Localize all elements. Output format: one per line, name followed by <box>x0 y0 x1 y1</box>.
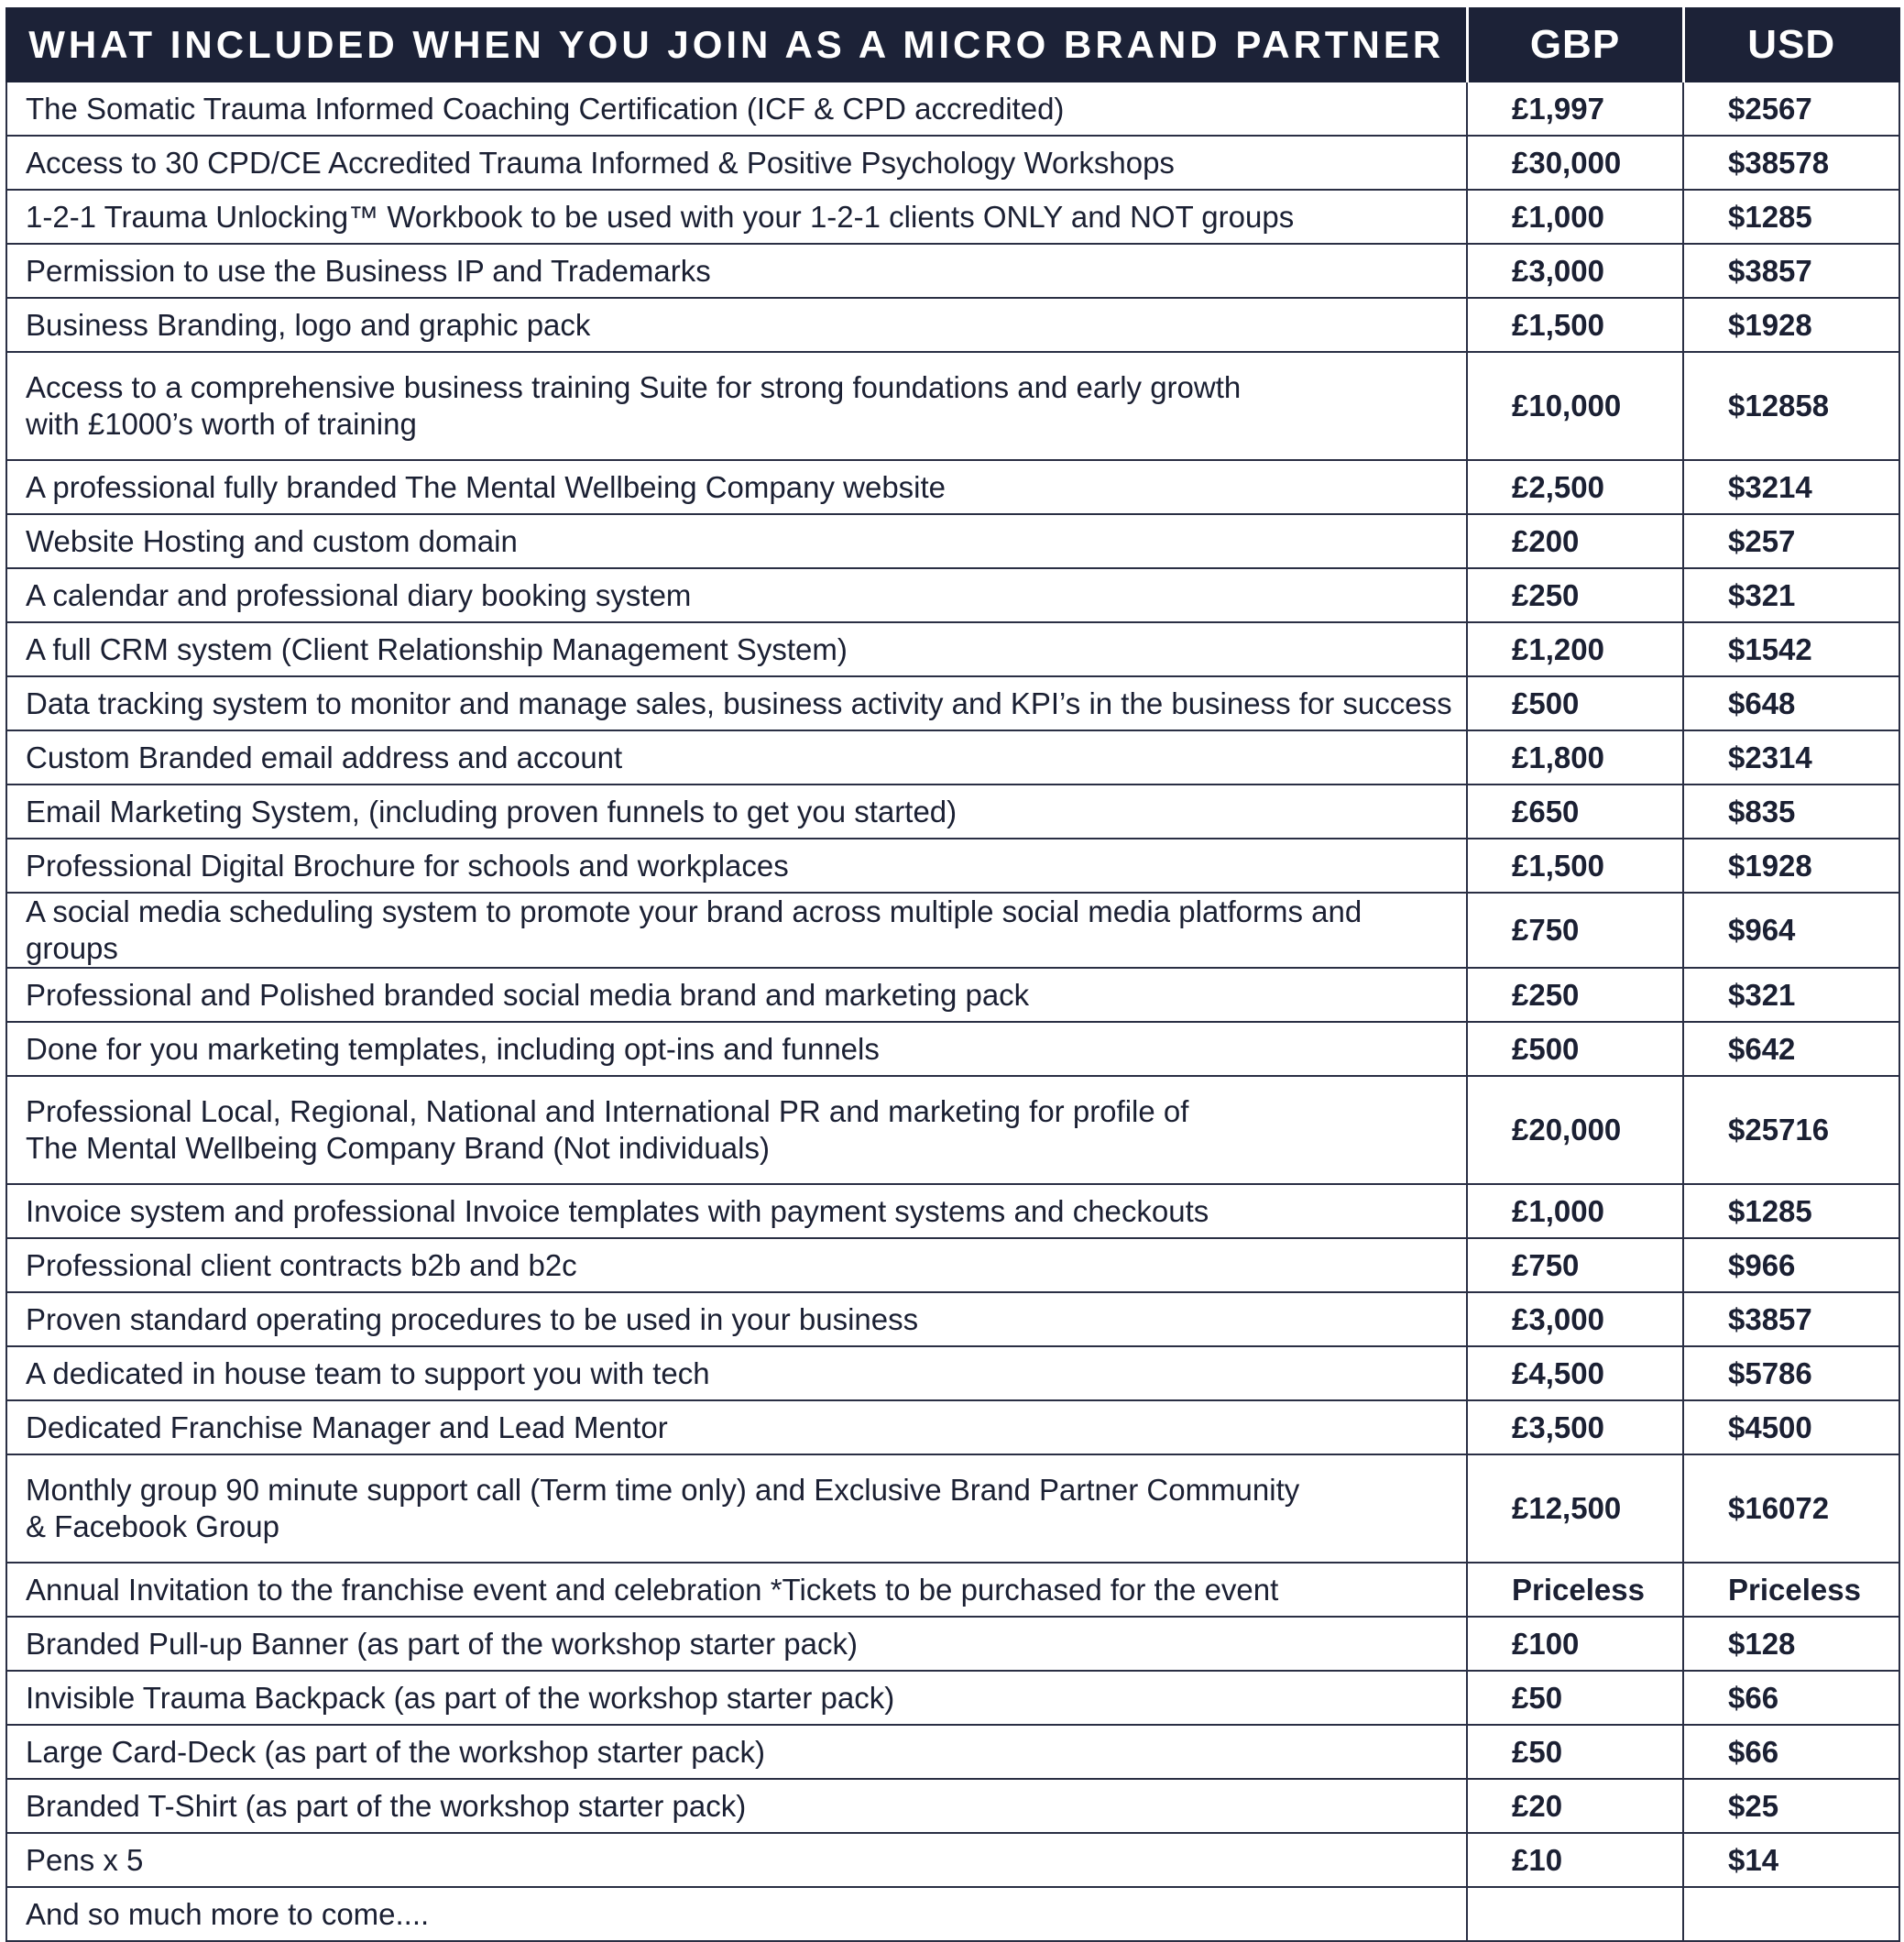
usd-column-header: USD <box>1683 8 1899 82</box>
pricing-table-container <box>5 7 1899 1931</box>
table-row <box>6 1022 1899 1076</box>
usd-price: $2567 <box>1683 82 1899 136</box>
table-row <box>6 968 1899 1022</box>
item-description: Large Card-Deck (as part of the workshop starter pack) <box>6 1725 1467 1779</box>
item-description: The Somatic Trauma Informed Coaching Certification (ICF & CPD accredited) <box>6 82 1467 136</box>
gbp-price: £20 <box>1467 1779 1683 1833</box>
table-row <box>6 1617 1899 1671</box>
gbp-price: £50 <box>1467 1671 1683 1725</box>
item-description: Invoice system and professional Invoice templates with payment systems and checkouts <box>6 1184 1467 1238</box>
gbp-price: £250 <box>1467 968 1683 1022</box>
gbp-column-header: GBP <box>1467 8 1683 82</box>
item-description: Professional Local, Regional, National and International PR and marketing for profile of The Mental Wellbeing Company Brand (Not individuals) <box>6 1076 1467 1184</box>
gbp-price: £1,500 <box>1467 839 1683 893</box>
usd-price: $25 <box>1683 1779 1899 1833</box>
item-description: Business Branding, logo and graphic pack <box>6 298 1467 352</box>
item-description: 1-2-1 Trauma Unlocking™ Workbook to be used with your 1-2-1 clients ONLY and NOT groups <box>6 190 1467 244</box>
item-description: Access to a comprehensive business training Suite for strong foundations and early growth with £1000’s worth of training <box>6 352 1467 460</box>
item-description: Branded Pull-up Banner (as part of the workshop starter pack) <box>6 1617 1467 1671</box>
table-row <box>6 568 1899 622</box>
gbp-price: £12,500 <box>1467 1454 1683 1563</box>
gbp-price: £1,000 <box>1467 1184 1683 1238</box>
usd-price: $964 <box>1683 893 1899 968</box>
item-description: Professional and Polished branded social media brand and marketing pack <box>6 968 1467 1022</box>
table-row <box>6 1725 1899 1779</box>
header-row <box>6 8 1899 82</box>
gbp-price: £500 <box>1467 1022 1683 1076</box>
item-description: Professional Digital Brochure for schools and workplaces <box>6 839 1467 893</box>
usd-price: $25716 <box>1683 1076 1899 1184</box>
gbp-price: £750 <box>1467 893 1683 968</box>
gbp-price: £20,000 <box>1467 1076 1683 1184</box>
item-description: Permission to use the Business IP and Trademarks <box>6 244 1467 298</box>
table-row <box>6 1779 1899 1833</box>
usd-price: $4500 <box>1683 1400 1899 1454</box>
table-title: WHAT INCLUDED WHEN YOU JOIN AS A MICRO BRAND PARTNER <box>6 8 1467 82</box>
usd-price: $128 <box>1683 1617 1899 1671</box>
gbp-price: £30,000 <box>1467 136 1683 190</box>
usd-price: $321 <box>1683 968 1899 1022</box>
item-description: Email Marketing System, (including proven funnels to get you started) <box>6 784 1467 839</box>
gbp-price: £650 <box>1467 784 1683 839</box>
table-row <box>6 352 1899 460</box>
item-description: A calendar and professional diary booking system <box>6 568 1467 622</box>
pricing-table <box>5 7 1900 1942</box>
usd-price: $1542 <box>1683 622 1899 676</box>
table-row <box>6 1833 1899 1887</box>
item-description: Dedicated Franchise Manager and Lead Mentor <box>6 1400 1467 1454</box>
item-description: Invisible Trauma Backpack (as part of the workshop starter pack) <box>6 1671 1467 1725</box>
item-description: Data tracking system to monitor and manage sales, business activity and KPI’s in the business for success <box>6 676 1467 730</box>
usd-price: $3857 <box>1683 244 1899 298</box>
usd-price <box>1683 1887 1899 1941</box>
item-description: Proven standard operating procedures to be used in your business <box>6 1292 1467 1346</box>
gbp-price: £1,800 <box>1467 730 1683 784</box>
table-row <box>6 1671 1899 1725</box>
gbp-price: £10 <box>1467 1833 1683 1887</box>
usd-price: $66 <box>1683 1725 1899 1779</box>
gbp-price: £750 <box>1467 1238 1683 1292</box>
usd-price: $66 <box>1683 1671 1899 1725</box>
gbp-price: £1,997 <box>1467 82 1683 136</box>
item-description: A full CRM system (Client Relationship Management System) <box>6 622 1467 676</box>
usd-price: $2314 <box>1683 730 1899 784</box>
usd-price: $648 <box>1683 676 1899 730</box>
table-row <box>6 1076 1899 1184</box>
gbp-price <box>1467 1887 1683 1941</box>
usd-price: $835 <box>1683 784 1899 839</box>
gbp-price: £250 <box>1467 568 1683 622</box>
table-row <box>6 1292 1899 1346</box>
table-row <box>6 1563 1899 1617</box>
usd-price: $3857 <box>1683 1292 1899 1346</box>
table-row <box>6 839 1899 893</box>
table-row <box>6 190 1899 244</box>
table-row <box>6 1887 1899 1941</box>
usd-price: $16072 <box>1683 1454 1899 1563</box>
gbp-price: £3,000 <box>1467 1292 1683 1346</box>
table-header <box>6 8 1899 82</box>
item-description: Annual Invitation to the franchise event and celebration *Tickets to be purchased for the event <box>6 1563 1467 1617</box>
table-row <box>6 622 1899 676</box>
table-row <box>6 244 1899 298</box>
item-description: A dedicated in house team to support you with tech <box>6 1346 1467 1400</box>
item-description: Website Hosting and custom domain <box>6 514 1467 568</box>
table-row <box>6 1400 1899 1454</box>
usd-price: Priceless <box>1683 1563 1899 1617</box>
table-row <box>6 460 1899 514</box>
gbp-price: £4,500 <box>1467 1346 1683 1400</box>
usd-price: $1928 <box>1683 298 1899 352</box>
table-row <box>6 136 1899 190</box>
item-description: Monthly group 90 minute support call (Term time only) and Exclusive Brand Partner Community & Facebook Group <box>6 1454 1467 1563</box>
usd-price: $1928 <box>1683 839 1899 893</box>
gbp-price: Priceless <box>1467 1563 1683 1617</box>
table-row <box>6 1238 1899 1292</box>
table-row <box>6 1184 1899 1238</box>
gbp-price: £2,500 <box>1467 460 1683 514</box>
usd-price: $642 <box>1683 1022 1899 1076</box>
table-row <box>6 82 1899 136</box>
table-row <box>6 514 1899 568</box>
item-description: Pens x 5 <box>6 1833 1467 1887</box>
table-row <box>6 893 1899 968</box>
table-row <box>6 1454 1899 1563</box>
usd-price: $12858 <box>1683 352 1899 460</box>
usd-price: $38578 <box>1683 136 1899 190</box>
item-description: Custom Branded email address and account <box>6 730 1467 784</box>
gbp-price: £10,000 <box>1467 352 1683 460</box>
usd-price: $14 <box>1683 1833 1899 1887</box>
table-row <box>6 298 1899 352</box>
table-row <box>6 676 1899 730</box>
table-body <box>6 82 1899 1941</box>
usd-price: $321 <box>1683 568 1899 622</box>
item-description: And so much more to come.... <box>6 1887 1467 1941</box>
table-row <box>6 1346 1899 1400</box>
item-description: Access to 30 CPD/CE Accredited Trauma Informed & Positive Psychology Workshops <box>6 136 1467 190</box>
gbp-price: £50 <box>1467 1725 1683 1779</box>
gbp-price: £3,500 <box>1467 1400 1683 1454</box>
usd-price: $257 <box>1683 514 1899 568</box>
item-description: Professional client contracts b2b and b2c <box>6 1238 1467 1292</box>
usd-price: $1285 <box>1683 1184 1899 1238</box>
item-description: A social media scheduling system to promote your brand across multiple social media platforms and groups <box>6 893 1467 968</box>
usd-price: $3214 <box>1683 460 1899 514</box>
usd-price: $1285 <box>1683 190 1899 244</box>
gbp-price: £3,000 <box>1467 244 1683 298</box>
usd-price: $5786 <box>1683 1346 1899 1400</box>
table-row <box>6 784 1899 839</box>
item-description: A professional fully branded The Mental Wellbeing Company website <box>6 460 1467 514</box>
gbp-price: £1,500 <box>1467 298 1683 352</box>
usd-price: $966 <box>1683 1238 1899 1292</box>
item-description: Done for you marketing templates, including opt-ins and funnels <box>6 1022 1467 1076</box>
table-row <box>6 730 1899 784</box>
gbp-price: £100 <box>1467 1617 1683 1671</box>
gbp-price: £500 <box>1467 676 1683 730</box>
gbp-price: £200 <box>1467 514 1683 568</box>
gbp-price: £1,000 <box>1467 190 1683 244</box>
gbp-price: £1,200 <box>1467 622 1683 676</box>
item-description: Branded T-Shirt (as part of the workshop starter pack) <box>6 1779 1467 1833</box>
